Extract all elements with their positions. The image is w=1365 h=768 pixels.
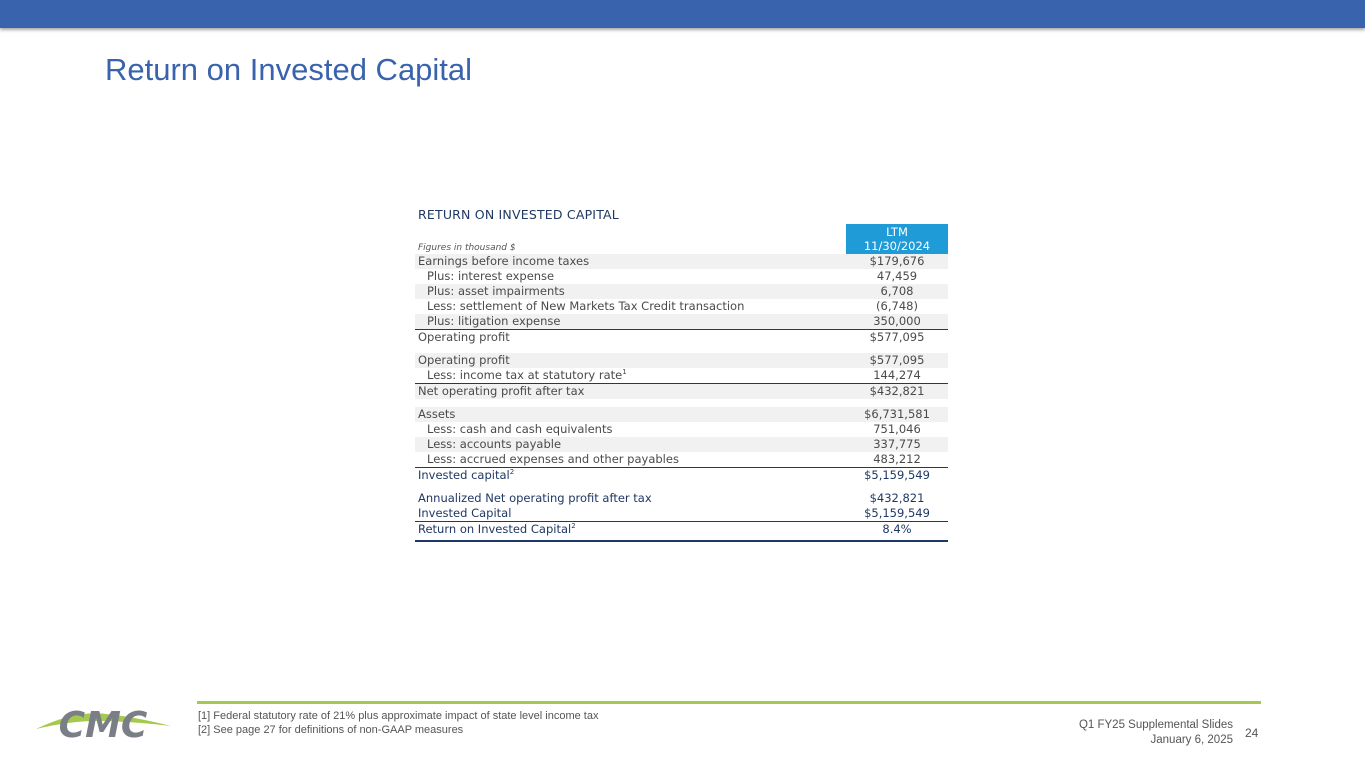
row-value: 47,459 xyxy=(876,269,918,283)
row-label: Annualized Net operating profit after tax xyxy=(418,491,652,505)
row-value: 6,708 xyxy=(880,284,914,298)
table-row-nopat xyxy=(415,384,948,399)
table-row-operating-profit xyxy=(415,330,948,345)
row-value: $6,731,581 xyxy=(864,407,930,421)
table-row-income-tax xyxy=(415,368,948,384)
table-row-invested-capital-total xyxy=(415,506,948,522)
table-row-nmtc-settlement xyxy=(415,299,948,314)
row-label: Earnings before income taxes xyxy=(418,254,590,268)
table-row-accounts-payable xyxy=(415,437,948,452)
row-label: Less: accounts payable xyxy=(427,437,562,451)
column-header-line1: LTM xyxy=(886,225,908,239)
row-label: Assets xyxy=(418,407,456,421)
column-header-line2: 11/30/2024 xyxy=(863,239,931,253)
row-value: $577,095 xyxy=(869,330,925,344)
table-row-accrued-expenses xyxy=(415,452,948,468)
table-header-row xyxy=(415,224,948,254)
row-label: Plus: asset impairments xyxy=(427,284,565,298)
row-value: 751,046 xyxy=(873,422,921,436)
row-value: $432,821 xyxy=(869,384,925,398)
row-value: $179,676 xyxy=(869,254,925,268)
footer-divider xyxy=(197,701,1261,704)
footnote-ref-2: 2 xyxy=(509,468,515,476)
row-label: Plus: interest expense xyxy=(427,269,555,283)
row-value: $5,159,549 xyxy=(864,506,930,520)
row-label: Operating profit xyxy=(418,353,510,367)
row-value: 337,775 xyxy=(873,437,921,451)
footnote-ref-2: 2 xyxy=(571,522,576,530)
row-value: 483,212 xyxy=(873,452,921,466)
table-row-cash xyxy=(415,422,948,437)
row-label-text: Invested capital xyxy=(418,468,510,482)
table-spacer xyxy=(415,345,948,353)
footnote-1: [1] Federal statutory rate of 21% plus approximate impact of state level income tax xyxy=(198,710,599,722)
row-label: Invested Capital xyxy=(418,506,512,520)
table-row-litigation-expense xyxy=(415,314,948,330)
table-row-interest-expense xyxy=(415,269,948,284)
row-value: $5,159,549 xyxy=(864,468,930,482)
table-row-earnings-before-taxes xyxy=(415,254,948,269)
row-label-text: Return on Invested Capital xyxy=(418,522,572,536)
footnotes xyxy=(198,709,598,737)
footer-deck-info xyxy=(1079,718,1233,748)
table-row-asset-impairments xyxy=(415,284,948,299)
table-row-operating-profit-2 xyxy=(415,353,948,368)
row-label xyxy=(415,468,846,483)
deck-name: Q1 FY25 Supplemental Slides xyxy=(1078,719,1233,731)
row-label: Less: cash and cash equivalents xyxy=(427,422,613,436)
page-number: 24 xyxy=(1245,726,1259,740)
row-label: Less: settlement of New Markets Tax Credit transaction xyxy=(427,299,745,313)
row-label: Net operating profit after tax xyxy=(418,384,585,398)
table-heading: RETURN ON INVESTED CAPITAL xyxy=(418,207,619,222)
row-value: 350,000 xyxy=(873,314,921,328)
row-label-text: Less: income tax at statutory rate xyxy=(427,368,623,382)
roic-table xyxy=(415,205,948,542)
row-value: $432,821 xyxy=(869,491,925,505)
table-row-roic xyxy=(415,522,948,542)
table-spacer xyxy=(415,399,948,407)
row-value: $577,095 xyxy=(869,353,925,367)
logo-text: CMC xyxy=(58,705,148,742)
footnote-ref-1: 1 xyxy=(622,368,627,376)
column-header-ltm xyxy=(846,224,948,254)
row-value: (6,748) xyxy=(876,299,918,313)
row-label: Plus: litigation expense xyxy=(427,314,561,328)
table-row-annualized-nopat xyxy=(415,491,948,506)
table-spacer xyxy=(415,483,948,491)
row-value: 144,274 xyxy=(873,368,921,382)
table-row-invested-capital xyxy=(415,468,948,483)
row-label: Operating profit xyxy=(418,330,510,344)
deck-date: January 6, 2025 xyxy=(1150,734,1233,746)
footnote-2: [2] See page 27 for definitions of non-GAAP measures xyxy=(198,724,464,736)
top-banner xyxy=(0,0,1365,28)
slide-title: Return on Invested Capital xyxy=(105,52,473,87)
units-label: Figures in thousand $ xyxy=(418,243,516,253)
row-value: 8.4% xyxy=(882,522,912,536)
row-label xyxy=(415,522,846,540)
row-label: Less: accrued expenses and other payables xyxy=(427,452,679,466)
table-row-assets xyxy=(415,407,948,422)
row-label xyxy=(415,368,846,383)
cmc-logo xyxy=(36,700,171,742)
